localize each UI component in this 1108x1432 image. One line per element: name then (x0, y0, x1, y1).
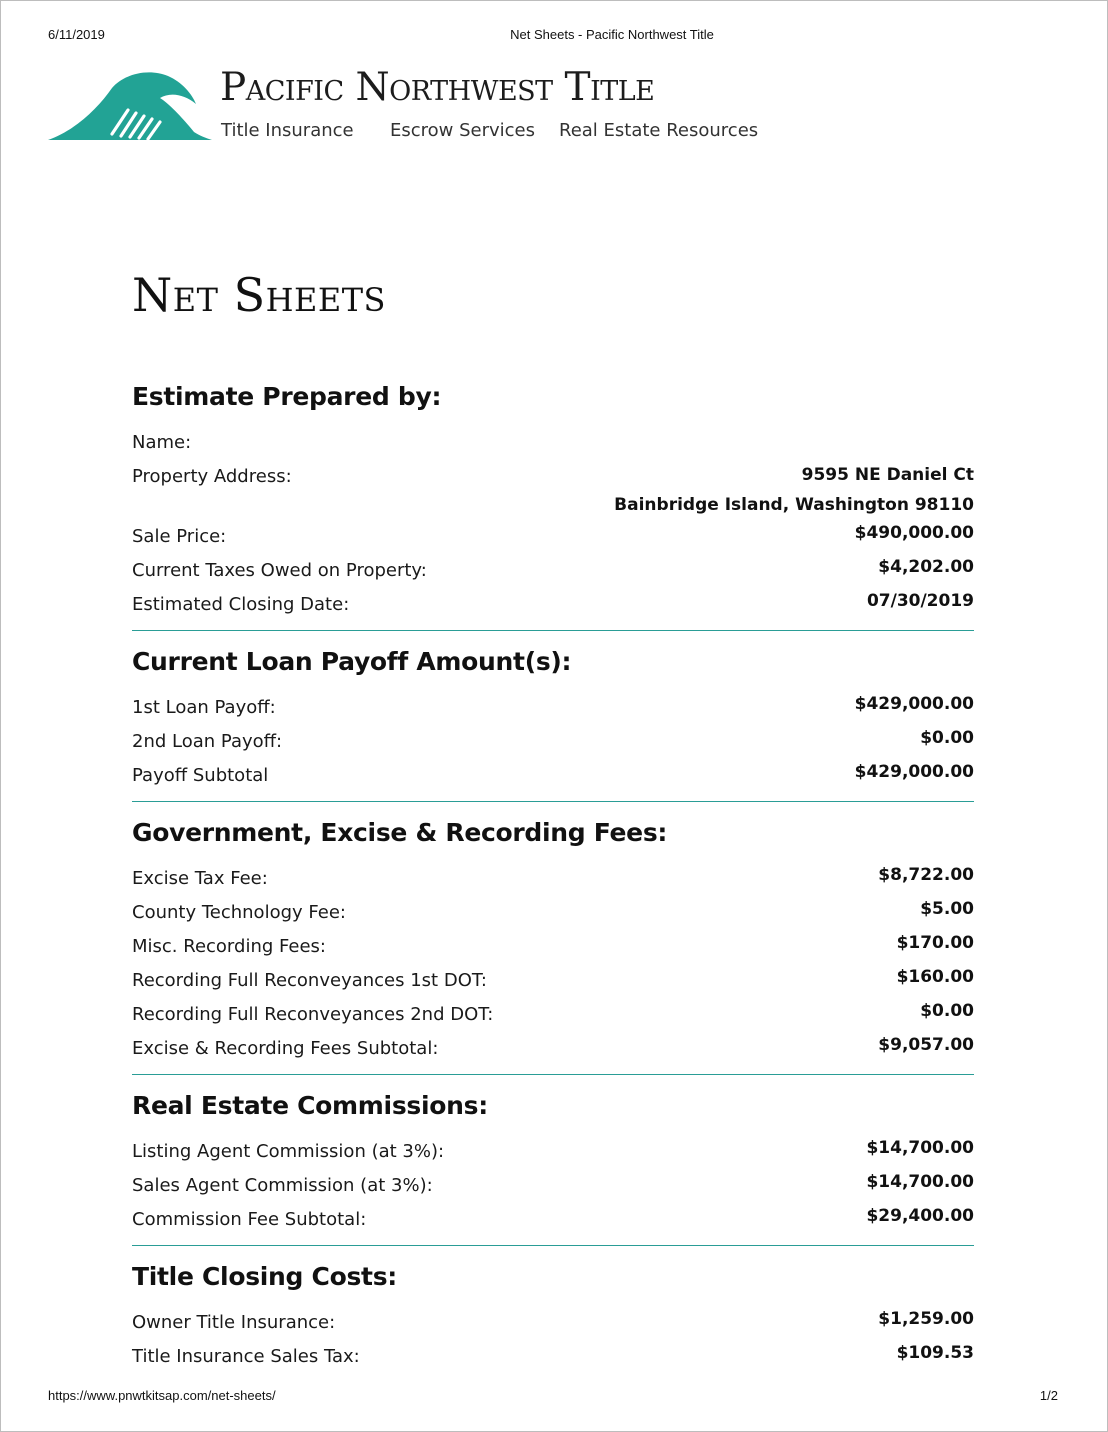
row-listing-agent-commission (132, 1135, 974, 1169)
loan-rows (132, 691, 974, 793)
row-label: Excise & Recording Fees Subtotal: (132, 1038, 439, 1059)
prepared-rows (132, 426, 974, 622)
row-value: $429,000.00 (854, 762, 974, 782)
row-label: Payoff Subtotal (132, 765, 269, 786)
row-label: Name: (132, 432, 192, 453)
commission-rows (132, 1135, 974, 1237)
net-sheet-content (132, 380, 974, 1374)
row-label: Misc. Recording Fees: (132, 936, 326, 957)
row-label: Title Insurance Sales Tax: (132, 1346, 360, 1367)
print-date: 6/11/2019 (48, 27, 105, 42)
row-label: 1st Loan Payoff: (132, 697, 276, 718)
row-property-address (132, 460, 974, 520)
row-value: $1,259.00 (878, 1309, 974, 1329)
row-label: Sale Price: (132, 526, 227, 547)
fees-rows (132, 862, 974, 1066)
section-title-title-costs: Title Closing Costs: (132, 1262, 397, 1291)
row-value: $0.00 (920, 728, 974, 748)
row-value: $0.00 (920, 1001, 974, 1021)
row-value: $109.53 (896, 1343, 974, 1363)
row-fees-subtotal (132, 1032, 974, 1066)
row-sale-price (132, 520, 974, 554)
row-owner-title-insurance (132, 1306, 974, 1340)
row-value: $4,202.00 (878, 557, 974, 577)
row-value: $14,700.00 (866, 1138, 974, 1158)
row-value: $160.00 (896, 967, 974, 987)
row-misc-recording-fees (132, 930, 974, 964)
row-sales-agent-commission (132, 1169, 974, 1203)
page-title: Net Sheets (132, 268, 386, 322)
brand-name: Pacific Northwest Title (220, 65, 655, 110)
print-url: https://www.pnwtkitsap.com/net-sheets/ (48, 1388, 276, 1403)
address-line-1: 9595 NE Daniel Ct (801, 465, 974, 485)
print-page-title: Net Sheets - Pacific Northwest Title (510, 27, 714, 42)
row-label: Recording Full Reconveyances 1st DOT: (132, 970, 487, 991)
row-value: $5.00 (920, 899, 974, 919)
row-value: $490,000.00 (854, 523, 974, 543)
row-commission-subtotal (132, 1203, 974, 1237)
tagline-real-estate-resources: Real Estate Resources (559, 120, 759, 141)
row-name (132, 426, 974, 460)
section-divider (132, 630, 974, 631)
row-label: 2nd Loan Payoff: (132, 731, 283, 752)
row-1st-loan-payoff (132, 691, 974, 725)
row-excise-tax-fee (132, 862, 974, 896)
title-cost-rows (132, 1306, 974, 1374)
row-value: $429,000.00 (854, 694, 974, 714)
row-label: Recording Full Reconveyances 2nd DOT: (132, 1004, 494, 1025)
row-label: Commission Fee Subtotal: (132, 1209, 367, 1230)
tagline-title-insurance: Title Insurance (221, 120, 354, 141)
row-label: Estimated Closing Date: (132, 594, 350, 615)
row-value: $29,400.00 (866, 1206, 974, 1226)
section-title-prepared: Estimate Prepared by: (132, 382, 442, 411)
brand-header (220, 65, 759, 141)
section-divider (132, 801, 974, 802)
row-title-insurance-sales-tax (132, 1340, 974, 1374)
row-label: Excise Tax Fee: (132, 868, 268, 889)
row-value-address (614, 460, 974, 520)
row-label: Property Address: (132, 466, 292, 487)
row-label: Owner Title Insurance: (132, 1312, 336, 1333)
row-value: $170.00 (896, 933, 974, 953)
row-value: $8,722.00 (878, 865, 974, 885)
row-county-technology-fee (132, 896, 974, 930)
tagline-escrow-services: Escrow Services (390, 120, 536, 141)
row-reconveyances-1st-dot (132, 964, 974, 998)
row-closing-date (132, 588, 974, 622)
row-current-taxes (132, 554, 974, 588)
row-label: County Technology Fee: (132, 902, 346, 923)
row-payoff-subtotal (132, 759, 974, 793)
section-divider (132, 1074, 974, 1075)
section-title-loan: Current Loan Payoff Amount(s): (132, 647, 572, 676)
wave-logo-icon (46, 70, 212, 144)
row-value: $14,700.00 (866, 1172, 974, 1192)
row-label: Listing Agent Commission (at 3%): (132, 1141, 445, 1162)
row-reconveyances-2nd-dot (132, 998, 974, 1032)
row-label: Sales Agent Commission (at 3%): (132, 1175, 433, 1196)
row-label: Current Taxes Owed on Property: (132, 560, 427, 581)
print-page-number: 1/2 (1039, 1388, 1058, 1403)
section-title-commissions: Real Estate Commissions: (132, 1091, 488, 1120)
address-line-2: Bainbridge Island, Washington 98110 (614, 495, 974, 515)
row-value: $9,057.00 (878, 1035, 974, 1055)
row-2nd-loan-payoff (132, 725, 974, 759)
section-title-fees: Government, Excise & Recording Fees: (132, 818, 668, 847)
section-divider (132, 1245, 974, 1246)
row-value: 07/30/2019 (866, 591, 974, 611)
